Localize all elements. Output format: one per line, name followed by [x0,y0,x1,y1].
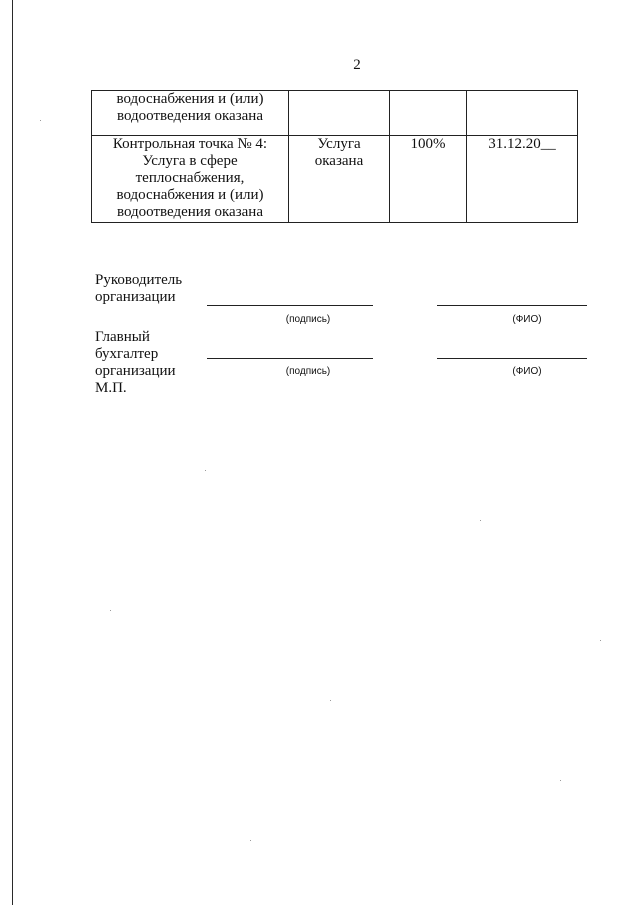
table-cell-date: 31.12.20__ [467,136,578,223]
table-cell-date [467,91,578,136]
scan-speck [600,640,601,641]
table-cell-description: Контрольная точка № 4: Услуга в сфере теплоснабжения, водоснабжения и (или) водоотведения оказана [92,136,289,223]
table-cell-percent [390,91,467,136]
head-signature-label: Руководитель организации [95,272,183,305]
table-cell-status [289,91,390,136]
scan-speck [560,780,561,781]
accountant-signature-line [207,358,373,359]
accountant-signature-label: Главный бухгалтер организации [95,329,176,379]
scan-speck [110,610,111,611]
table-row [92,91,578,136]
scan-speck [330,700,331,701]
table-row [92,136,578,223]
control-points-table [91,90,578,223]
accountant-signature-caption: (подпись) [285,366,331,377]
stamp-place-label: М.П. [95,380,127,396]
accountant-name-line [437,358,587,359]
page-number: 2 [353,57,361,73]
scan-speck [250,840,251,841]
head-signature-caption: (подпись) [285,314,331,325]
scan-speck [480,520,481,521]
head-signature-line [207,305,373,306]
table-cell-description: водоснабжения и (или) водоотведения оказана [92,91,289,136]
table-cell-percent: 100% [390,136,467,223]
scan-speck [40,120,41,121]
table-cell-status: Услуга оказана [289,136,390,223]
head-name-line [437,305,587,306]
accountant-name-caption: (ФИО) [512,366,542,377]
scan-speck [205,470,206,471]
page-left-edge [12,0,13,905]
head-name-caption: (ФИО) [512,314,542,325]
